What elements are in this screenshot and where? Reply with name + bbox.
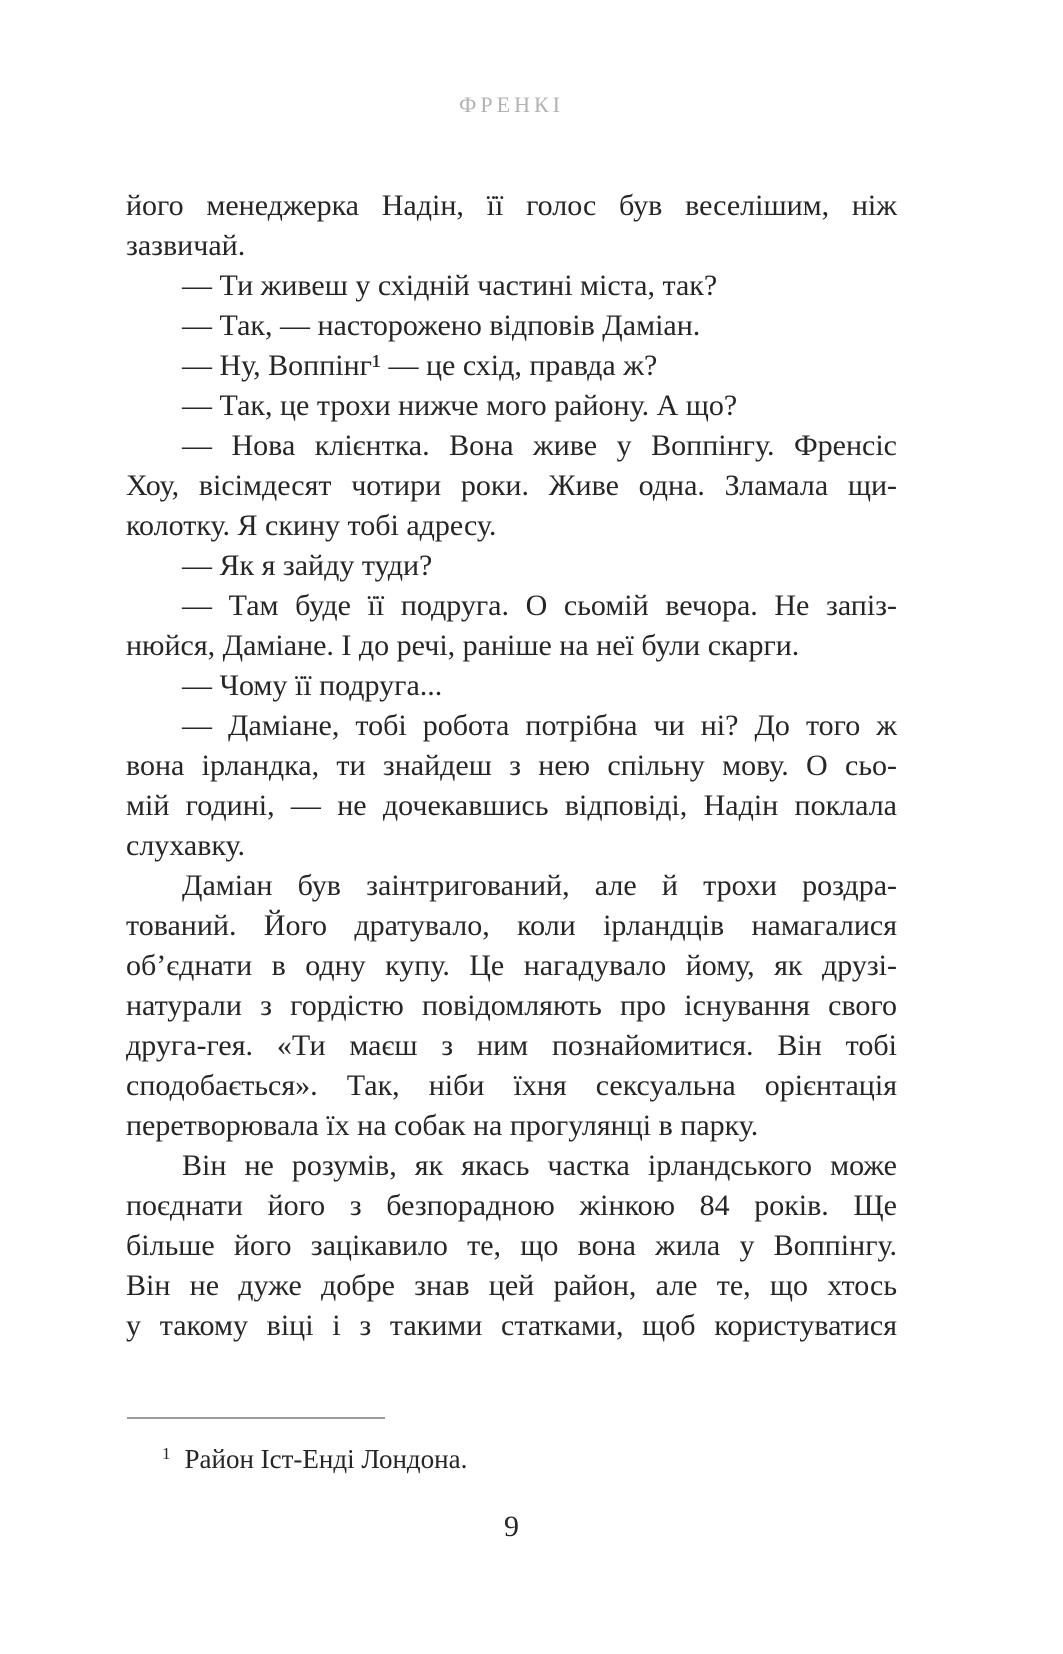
text-line: — Ти живеш у східній частині міста, так? — [182, 269, 718, 302]
text-line: більше його зацікавило те, що вона жила у Воппінгу. — [126, 1229, 897, 1262]
text-line: вона ірландка, ти знайдеш з нею спільну мову. О сьо- — [126, 749, 897, 782]
text-line: зазвичай. — [126, 229, 246, 262]
text-line: поєднати його з безпорадною жінкою 84 років. Ще — [126, 1189, 897, 1222]
text-line: Даміан був заінтригований, але й трохи роздра- — [182, 869, 897, 902]
text-line: колотку. Я скину тобі адресу. — [126, 509, 497, 542]
running-header: ФРЕНКІ — [459, 92, 564, 117]
page-number: 9 — [504, 1510, 519, 1543]
text-line: — Чому її подруга... — [182, 669, 443, 702]
text-line: Хоу, вісімдесят чотири роки. Живе одна. Зламала щи- — [126, 469, 897, 502]
text-line: — Даміане, тобі робота потрібна чи ні? До того ж — [182, 709, 897, 742]
text-line: — Як я зайду туди? — [182, 549, 433, 582]
text-line: у такому віці і з такими статками, щоб користуватися — [126, 1309, 897, 1342]
text-line: слухавку. — [126, 829, 246, 862]
text-line: перетворювала їх на собак на прогулянці в парку. — [126, 1109, 759, 1142]
footnote-divider — [127, 1417, 385, 1419]
text-line: — Ну, Воппінг¹ — це схід, правда ж? — [182, 349, 658, 382]
text-line: — Так, це трохи нижче мого району. А що? — [182, 389, 738, 422]
text-line: — Так, — насторожено відповів Даміан. — [182, 309, 701, 342]
text-line: мій годині, — не дочекавшись відповіді, Надін поклала — [126, 789, 897, 822]
text-line: нюйся, Даміане. І до речі, раніше на неї були скарги. — [126, 629, 800, 662]
text-line: тований. Його дратувало, коли ірландців намагалися — [126, 909, 897, 942]
footnote-marker: 1 — [162, 1444, 171, 1463]
text-line: натурали з гордістю повідомляють про існування свого — [126, 989, 897, 1022]
text-line: — Там буде її подруга. О сьомій вечора. Не запіз- — [182, 589, 897, 622]
footnote-text: Район Іст-Енді Лондона. — [184, 1444, 468, 1474]
footnote — [126, 1437, 897, 1476]
text-line: сподобається». Так, ніби їхня сексуальна орієнтація — [126, 1069, 897, 1102]
text-line: Він не дуже добре знав цей район, але те, що хтось — [126, 1269, 897, 1302]
text-line: — Нова клієнтка. Вона живе у Воппінгу. Френсіс — [182, 429, 897, 462]
text-line: його менеджерка Надін, її голос був веселішим, ніж — [126, 189, 897, 222]
body-text — [126, 186, 897, 1346]
text-line: друга-гея. «Ти маєш з ним познайомитися. Він тобі — [126, 1029, 897, 1062]
text-line: об’єднати в одну купу. Це нагадувало йому, як друзі- — [126, 949, 897, 982]
text-line: Він не розумів, як якась частка ірландського може — [182, 1149, 897, 1182]
